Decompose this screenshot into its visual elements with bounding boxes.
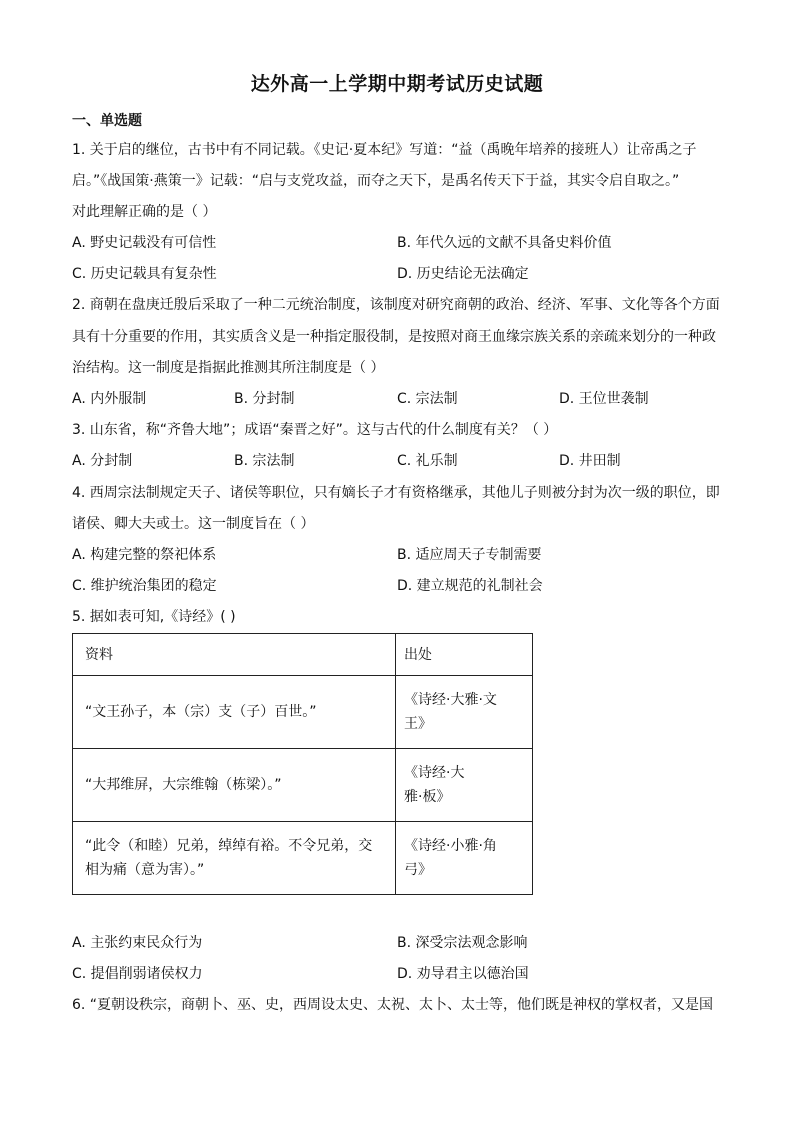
q1-option-a[interactable]: A. 野史记载没有可信性: [72, 235, 217, 251]
cell-line: 弓》: [404, 862, 432, 878]
q4-option-d[interactable]: D. 建立规范的礼制社会: [397, 578, 543, 594]
q5-line: 5. 据如表可知,《诗经》( ): [72, 609, 236, 625]
table-cell: [396, 676, 533, 749]
q6-line: 6. “夏朝设秩宗，商朝卜、巫、史，西周设太史、太祝、太卜、太士等，他们既是神权的掌权者，又是国: [72, 997, 714, 1013]
section-heading: 一、单选题: [72, 113, 142, 129]
table-cell: [396, 822, 533, 895]
q3-option-c[interactable]: C. 礼乐制: [397, 453, 458, 469]
q2-line: 治结构。这一制度是指据此推测其所注制度是（ ）: [72, 360, 385, 376]
table-cell: [73, 676, 396, 749]
table-row: [73, 676, 533, 749]
q1-option-c[interactable]: C. 历史记载具有复杂性: [72, 266, 217, 282]
page-title: 达外高一上学期中期考试历史试题: [250, 73, 544, 95]
cell-line: 雅·板》: [404, 789, 451, 805]
q2-line: 具有十分重要的作用，其实质含义是一种指定服役制，是按照对商王血缘宗族关系的亲疏来划分的一种政: [72, 329, 716, 345]
q2-option-a[interactable]: A. 内外服制: [72, 391, 147, 407]
q2-option-d[interactable]: D. 王位世袭制: [559, 391, 649, 407]
table-cell: [73, 822, 396, 895]
q2-option-c[interactable]: C. 宗法制: [397, 391, 458, 407]
cell-line: “大邦维屏，大宗维翰（栋梁）。”: [85, 777, 282, 793]
q5-option-b[interactable]: B. 深受宗法观念影响: [397, 935, 528, 951]
q4-option-a[interactable]: A. 构建完整的祭祀体系: [72, 547, 217, 563]
q3-option-b[interactable]: B. 宗法制: [234, 453, 295, 469]
table-cell: [73, 749, 396, 822]
q5-option-d[interactable]: D. 劝导君主以德治国: [397, 966, 529, 982]
q1-option-b[interactable]: B. 年代久远的文献不具备史料价值: [397, 235, 612, 251]
q3-option-d[interactable]: D. 井田制: [559, 453, 621, 469]
cell-line: 《诗经·小雅·角: [404, 838, 497, 854]
cell-line: “文王孙子，本（宗）支（子）百世。”: [85, 704, 317, 720]
q4-option-c[interactable]: C. 维护统治集团的稳定: [72, 578, 217, 594]
table-header: 资料: [73, 634, 396, 676]
cell-line: 相为痛（意为害）。”: [85, 862, 205, 878]
q1-line: 对此理解正确的是（ ）: [72, 204, 217, 220]
cell-line: 王》: [404, 716, 432, 732]
q2-line: 2. 商朝在盘庚迁殷后采取了一种二元统治制度，该制度对研究商朝的政治、经济、军事、文化等各个方面: [72, 297, 720, 313]
q5-option-c[interactable]: C. 提倡削弱诸侯权力: [72, 966, 203, 982]
q4-line: 4. 西周宗法制规定天子、诸侯等职位，只有嫡长子才有资格继承，其他儿子则被分封为次一级的职位，即: [72, 485, 720, 501]
q3-option-a[interactable]: A. 分封制: [72, 453, 133, 469]
q4-line: 诸侯、卿大夫或士。这一制度旨在（ ）: [72, 516, 315, 532]
q2-option-b[interactable]: B. 分封制: [234, 391, 295, 407]
table-header-row: [73, 634, 533, 676]
table-cell: [396, 749, 533, 822]
q1-line: 1. 关于启的继位，古书中有不同记载。《史记·夏本纪》写道：“益（禹晚年培养的接班人）让帝禹之子: [72, 142, 697, 158]
q3-line: 3. 山东省，称“齐鲁大地”；成语“秦晋之好”。这与古代的什么制度有关？（ ）: [72, 422, 558, 438]
table-header: 出处: [396, 634, 533, 676]
q5-option-a[interactable]: A. 主张约束民众行为: [72, 935, 203, 951]
cell-line: “此令（和睦）兄弟，绰绰有裕。不令兄弟，交: [85, 838, 373, 854]
table-row: [73, 749, 533, 822]
cell-line: 《诗经·大雅·文: [404, 692, 497, 708]
cell-line: 《诗经·大: [404, 765, 465, 781]
q1-option-d[interactable]: D. 历史结论无法确定: [397, 266, 529, 282]
table-row: [73, 822, 533, 895]
q1-line: 启。”《战国策·燕策一》记载：“启与支党攻益，而夺之天下，是禹名传天下于益，其实令启自取之。”: [72, 173, 680, 189]
q4-option-b[interactable]: B. 适应周天子专制需要: [397, 547, 542, 563]
source-table: [72, 633, 533, 895]
